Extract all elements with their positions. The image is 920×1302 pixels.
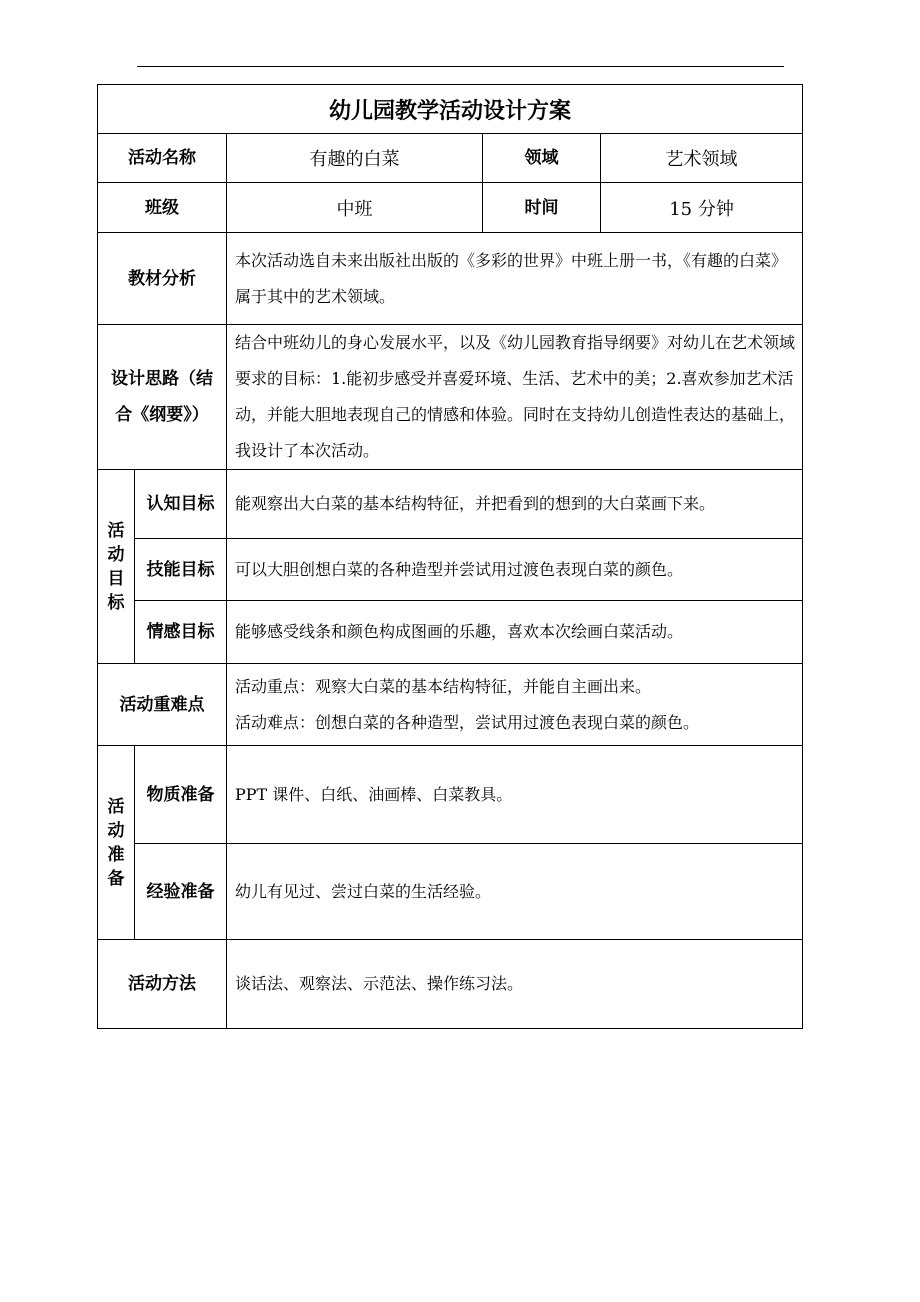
design-idea-label bbox=[98, 325, 227, 470]
time-value: 15 分钟 bbox=[601, 183, 803, 233]
preparation-group-char: 动 bbox=[107, 820, 125, 841]
goals-group-char: 活 bbox=[107, 520, 125, 541]
skill-goal-label: 技能目标 bbox=[135, 539, 227, 601]
emotional-goal-label: 情感目标 bbox=[135, 601, 227, 664]
material-analysis-text: 本次活动选自未来出版社出版的《多彩的世界》中班上册一书，《有趣的白菜》属于其中的艺术领域。 bbox=[227, 233, 803, 325]
goals-group-char: 动 bbox=[107, 544, 125, 565]
goals-group-label bbox=[98, 470, 135, 664]
cognitive-goal-text: 能观察出大白菜的基本结构特征，并把看到的想到的大白菜画下来。 bbox=[227, 470, 803, 539]
cognitive-goal-label: 认知目标 bbox=[135, 470, 227, 539]
material-prep-label: 物质准备 bbox=[135, 746, 227, 844]
domain-label: 领域 bbox=[483, 134, 601, 183]
design-idea-text: 结合中班幼儿的身心发展水平，以及《幼儿园教育指导纲要》对幼儿在艺术领域要求的目标：1.能初步感受并喜爱环境、生活、艺术中的美；2.喜欢参加艺术活动，并能大胆地表现自己的情感和体验。同时在支持幼儿创造性表达的基础上，我设计了本次活动。 bbox=[227, 325, 803, 470]
activity-plan-table bbox=[97, 84, 803, 1029]
key-points-text bbox=[227, 664, 803, 746]
skill-goal-text: 可以大胆创想白菜的各种造型并尝试用过渡色表现白菜的颜色。 bbox=[227, 539, 803, 601]
preparation-group-char: 备 bbox=[107, 868, 125, 889]
experience-prep-label: 经验准备 bbox=[135, 844, 227, 940]
time-label: 时间 bbox=[483, 183, 601, 233]
difficult-point-line: 活动难点：创想白菜的各种造型，尝试用过渡色表现白菜的颜色。 bbox=[235, 712, 700, 732]
method-label: 活动方法 bbox=[98, 940, 227, 1029]
header-rule bbox=[137, 66, 784, 67]
design-idea-label-line2: 合《纲要》） bbox=[115, 405, 209, 425]
activity-name-value: 有趣的白菜 bbox=[227, 134, 483, 183]
preparation-group-char: 活 bbox=[107, 796, 125, 817]
preparation-group-label bbox=[98, 746, 135, 940]
experience-prep-text: 幼儿有见过、尝过白菜的生活经验。 bbox=[227, 844, 803, 940]
key-point-line: 活动重点：观察大白菜的基本结构特征，并能自主画出来。 bbox=[235, 676, 652, 696]
activity-name-label: 活动名称 bbox=[98, 134, 227, 183]
goals-group-char: 标 bbox=[107, 592, 125, 613]
domain-value: 艺术领域 bbox=[601, 134, 803, 183]
key-points-label: 活动重难点 bbox=[98, 664, 227, 746]
preparation-group-char: 准 bbox=[107, 844, 125, 865]
document-title: 幼儿园教学活动设计方案 bbox=[98, 85, 803, 134]
emotional-goal-text: 能够感受线条和颜色构成图画的乐趣，喜欢本次绘画白菜活动。 bbox=[227, 601, 803, 664]
material-prep-text: PPT 课件、白纸、油画棒、白菜教具。 bbox=[227, 746, 803, 844]
design-idea-label-line1: 设计思路（结 bbox=[111, 369, 213, 389]
class-label: 班级 bbox=[98, 183, 227, 233]
method-text: 谈话法、观察法、示范法、操作练习法。 bbox=[227, 940, 803, 1029]
goals-group-char: 目 bbox=[107, 568, 125, 589]
class-value: 中班 bbox=[227, 183, 483, 233]
material-analysis-label: 教材分析 bbox=[98, 233, 227, 325]
